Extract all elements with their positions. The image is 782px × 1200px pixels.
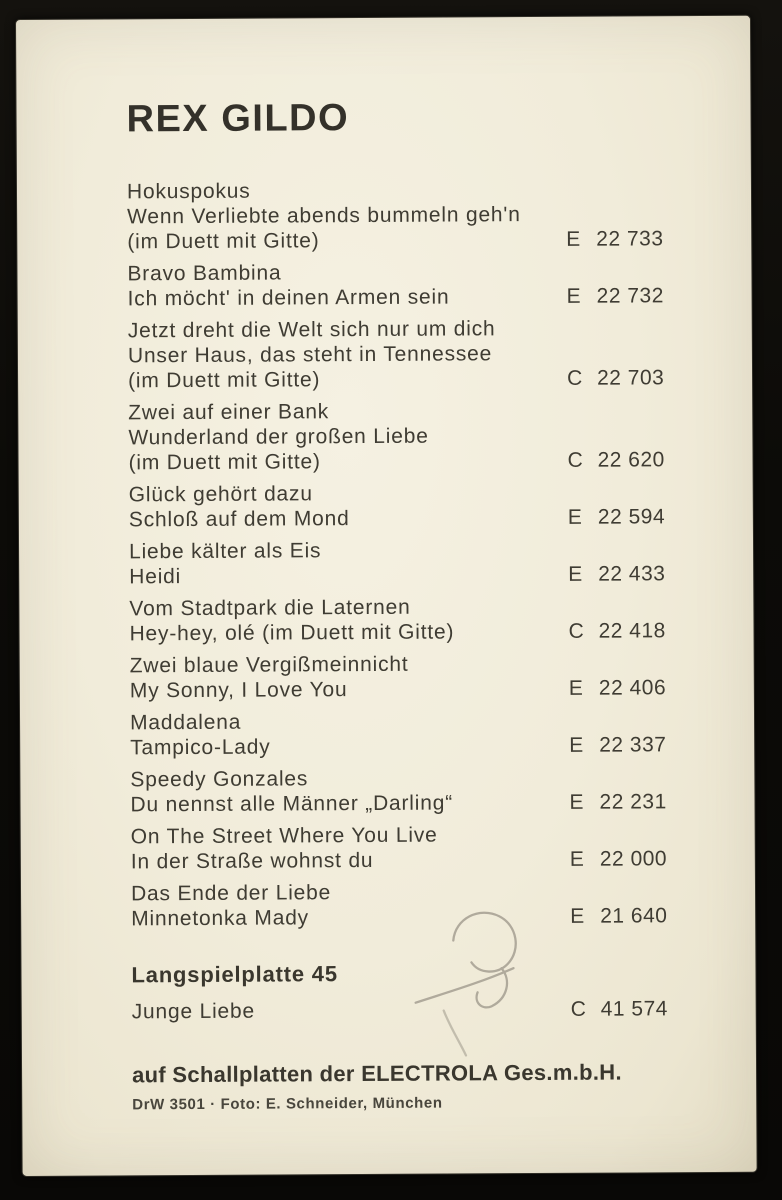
catalog-number: E 22 406 bbox=[568, 676, 667, 700]
lp-section-heading: Langspielplatte 45 bbox=[131, 961, 338, 988]
song-line: My Sonny, I Love You bbox=[129, 678, 348, 703]
song-entry bbox=[130, 764, 667, 817]
catalog-number: E 22 433 bbox=[568, 562, 666, 586]
catalog-number: E 22 733 bbox=[566, 227, 664, 251]
catalog-number: C 41 574 bbox=[570, 997, 669, 1021]
song-line: Wenn Verliebte abends bummeln geh'n bbox=[127, 203, 521, 229]
catalog-number: C 22 418 bbox=[568, 619, 666, 643]
song-line: Junge Liebe bbox=[131, 999, 256, 1024]
song-entry bbox=[129, 707, 667, 760]
song-line: Hey-hey, olé (im Duett mit Gitte) bbox=[129, 620, 455, 646]
song-entry bbox=[129, 593, 666, 646]
song-line: Ich möcht' in deinen Armen sein bbox=[127, 285, 450, 311]
song-line: Schloß auf dem Mond bbox=[128, 507, 350, 532]
song-line: Unser Haus, das steht in Tennessee bbox=[127, 342, 493, 368]
song-entry bbox=[130, 878, 668, 931]
song-line: Wunderland der großen Liebe bbox=[128, 424, 429, 450]
song-line: (im Duett mit Gitte) bbox=[127, 229, 320, 254]
artist-name: REX GILDO bbox=[126, 97, 350, 141]
catalog-number: E 22 000 bbox=[569, 847, 668, 871]
catalog-number: E 22 337 bbox=[569, 733, 667, 757]
song-line: Heidi bbox=[129, 565, 182, 589]
song-entry bbox=[130, 821, 668, 874]
song-line: Maddalena bbox=[129, 710, 242, 735]
song-line: Glück gehört dazu bbox=[128, 482, 313, 507]
catalog-number: E 22 732 bbox=[566, 284, 664, 308]
song-entry bbox=[127, 258, 664, 311]
song-line: (im Duett mit Gitte) bbox=[128, 450, 321, 475]
credit-line: DrW 3501 · Foto: E. Schneider, München bbox=[132, 1094, 443, 1114]
song-line: On The Street Where You Live bbox=[130, 823, 438, 849]
song-list bbox=[126, 176, 669, 1117]
catalog-number: E 22 594 bbox=[567, 505, 666, 529]
song-line: Liebe kälter als Eis bbox=[128, 539, 322, 564]
song-line: In der Straße wohnst du bbox=[130, 848, 374, 874]
song-line: Minnetonka Mady bbox=[131, 906, 310, 931]
song-line: Tampico-Lady bbox=[130, 735, 271, 760]
song-line: Vom Stadtpark die Laternen bbox=[129, 595, 411, 621]
song-line: Speedy Gonzales bbox=[130, 767, 309, 792]
song-entry bbox=[127, 315, 665, 393]
song-line: Bravo Bambina bbox=[127, 261, 282, 286]
catalog-number: C 22 703 bbox=[567, 366, 665, 390]
song-entry bbox=[128, 397, 665, 475]
song-entry bbox=[129, 650, 667, 703]
lp-entry bbox=[131, 996, 669, 1024]
song-entry bbox=[128, 536, 666, 589]
catalog-number: E 21 640 bbox=[570, 904, 668, 928]
publisher-line: auf Schallplatten der ELECTROLA Ges.m.b.H. bbox=[132, 1059, 622, 1088]
song-line: Du nennst alle Männer „Darling“ bbox=[130, 791, 454, 817]
song-line: Zwei blaue Vergißmeinnicht bbox=[129, 652, 409, 678]
song-entry bbox=[128, 479, 666, 532]
song-entry bbox=[126, 176, 664, 254]
record-card bbox=[16, 16, 757, 1176]
song-line: Hokuspokus bbox=[126, 179, 251, 204]
song-line: Zwei auf einer Bank bbox=[128, 400, 330, 425]
catalog-number: E 22 231 bbox=[569, 790, 667, 814]
catalog-number: C 22 620 bbox=[567, 448, 665, 472]
song-line: Das Ende der Liebe bbox=[130, 881, 332, 906]
song-line: (im Duett mit Gitte) bbox=[128, 368, 321, 393]
song-line: Jetzt dreht die Welt sich nur um dich bbox=[127, 317, 496, 343]
